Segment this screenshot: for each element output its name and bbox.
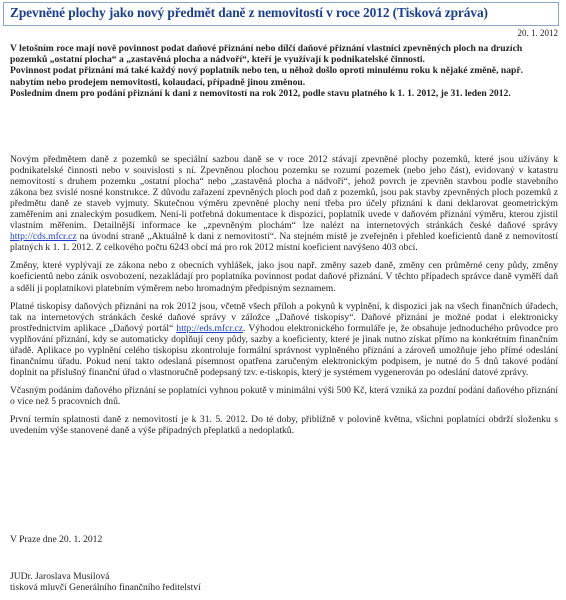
signatory-name: JUDr. Jaroslava Musilová — [10, 571, 110, 582]
lead-section — [10, 43, 554, 99]
article-body — [10, 154, 558, 443]
cds-link[interactable]: http://cds.mfcr.cz — [10, 231, 77, 243]
body-p1-text-a: Novým předmětem daně z pozemků se speciální sazbou daně se v roce 2012 stávají zpevněné plochy pozemků, které jsou užívány k podnikatelské činnosti nebo v souvislosti s ní. Zpevněnou plochou pozemku se rozumí pozemek (nebo jeho část), evidovaný v katastru nemovitostí s druhem pozemku „ostatní plocha“ nebo „zastavěná plocha a nádvoří“, jehož povrch je zpevněn stavbou podle stavebního zákona bez svislé nosné konstrukce. Z důvodu zařazení zpevněných ploch pod daň z pozemků, jsou pak stavby zpevněných ploch pozemků z předmětu daně ze staveb vyjmuty. Skutečnou výměru zpevněné plochy není třeba pro účely přiznání k dani deklarovat geometrickým zaměřením ani znaleckým posudkem. Není-li potřebná dokumentace k dispozici, poplatník uvede v daňovém přiznání výměru, kterou zjistil vlastním měřením. Detailnější informace ke „zpevněným plochám“ lze nalézt na internetových stránkách české daňové správy — [10, 154, 558, 232]
lead-paragraph-1: V letošním roce mají nově povinnost podat daňové přiznání nebo dílčí daňové přiznání vlastníci zpevněných ploch na druzích pozemků „ostatní plocha“ a „zastavěná plocha a nádvoří“, kteří je využívají k podnikatelské činnosti. — [10, 43, 523, 66]
place-date: V Praze dne 20. 1. 2012 — [10, 534, 103, 545]
signature-block — [10, 571, 201, 594]
body-paragraph-2: Změny, které vyplývají ze zákona nebo z obecních vyhlášek, jako jsou např. změny sazeb daně, změny cen průměrné ceny půdy, změny koeficientů nebo zánik osvobození, nezakládají pro poplatníka povinnost podat daňové přiznání. V těchto případech správce daně vyměří daň a sdělí ji poplatníkovi platebním výměrem nebo hromadným předpisným seznamem. — [10, 260, 558, 294]
lead-paragraph-3: Posledním dnem pro podání přiznání k dani z nemovitostí na rok 2012, podle stavu platného k 1. 1. 2012, je 31. leden 2012. — [10, 87, 511, 99]
eds-link[interactable]: http://eds.mfcr.cz — [176, 322, 244, 334]
body-p3-text-b: . Výhodou elektronického formuláře je, že obsahuje jednoduchého průvodce pro vyplňování přiznání, kdy se automaticky doplňují ceny půdy, sazby a koeficienty, které je jinak nutno získat přímo na konkrétním finančním úřadě. Aplikace po vyplnění celého tiskopisu zkontroluje formální správnost vyplněného přiznání a zároveň umožňuje jeho přímé odeslání finančnímu úřadu. Pokud není takto odeslaná písemnost opatřena zaručeným elektronickým podpisem, je nutné do 5 dnů takové podání doplnit na příslušný finanční úřad o vlastnoručně podepsaný tzv. e-tiskopis, který je systémem vygenerován po odeslání datové zprávy. — [10, 322, 558, 378]
body-p3-text-a: Platné tiskopisy daňových přiznání na rok 2012 jsou, včetně všech příloh a pokynů k vyplnění, k dispozici jak na všech finančních úřadech, tak na internetových stránkách české daňové správy v záložce „Daňové tiskopisy“. Daňové přiznání je možné podat i elektronicky prostřednictvím aplikace „Daňový portál“ — [10, 300, 558, 334]
body-paragraph-3 — [10, 301, 558, 378]
signatory-role: tisková mluvčí Generálního finančního ředitelství — [10, 582, 201, 594]
body-paragraph-1 — [10, 154, 558, 253]
body-paragraph-4: Včasným podáním daňového přiznání se poplatníci vyhnou pokutě v minimální výši 500 Kč, která vzniká za pozdní podání daňového přiznání o více než 5 pracovních dnů. — [10, 384, 558, 407]
title-bar — [3, 2, 559, 26]
page-title: Zpevněné plochy jako nový předmět daně z nemovitostí v roce 2012 (Tisková zpráva) — [10, 5, 488, 20]
publish-date: 20. 1. 2012 — [517, 28, 558, 38]
lead-paragraph-2: Povinnost podat přiznání má také každý nový poplatník nebo ten, u něhož došlo oproti minulému roku k nějaké změně, např. nabytím nebo prodejem nemovitosti, kolaudací, případně jinou změnou. — [10, 65, 523, 88]
body-p1-text-b: na úvodní straně „Aktuálně k dani z nemovitostí“. Na stejném místě je zveřejněn i přehled koeficientů daně z nemovitostí platných k 1. 1. 2012. Z celkového počtu 6243 obcí má pro rok 2012 místní koeficient navýšeno 403 obcí. — [10, 231, 558, 254]
body-paragraph-5: První termín splatnosti daně z nemovitostí je k 31. 5. 2012. Do té doby, přibližně v polovině května, všichni poplatníci obdrží složenku s uvedením výše stanovené daně a výše případných přeplatků a nedoplatků. — [10, 413, 558, 437]
